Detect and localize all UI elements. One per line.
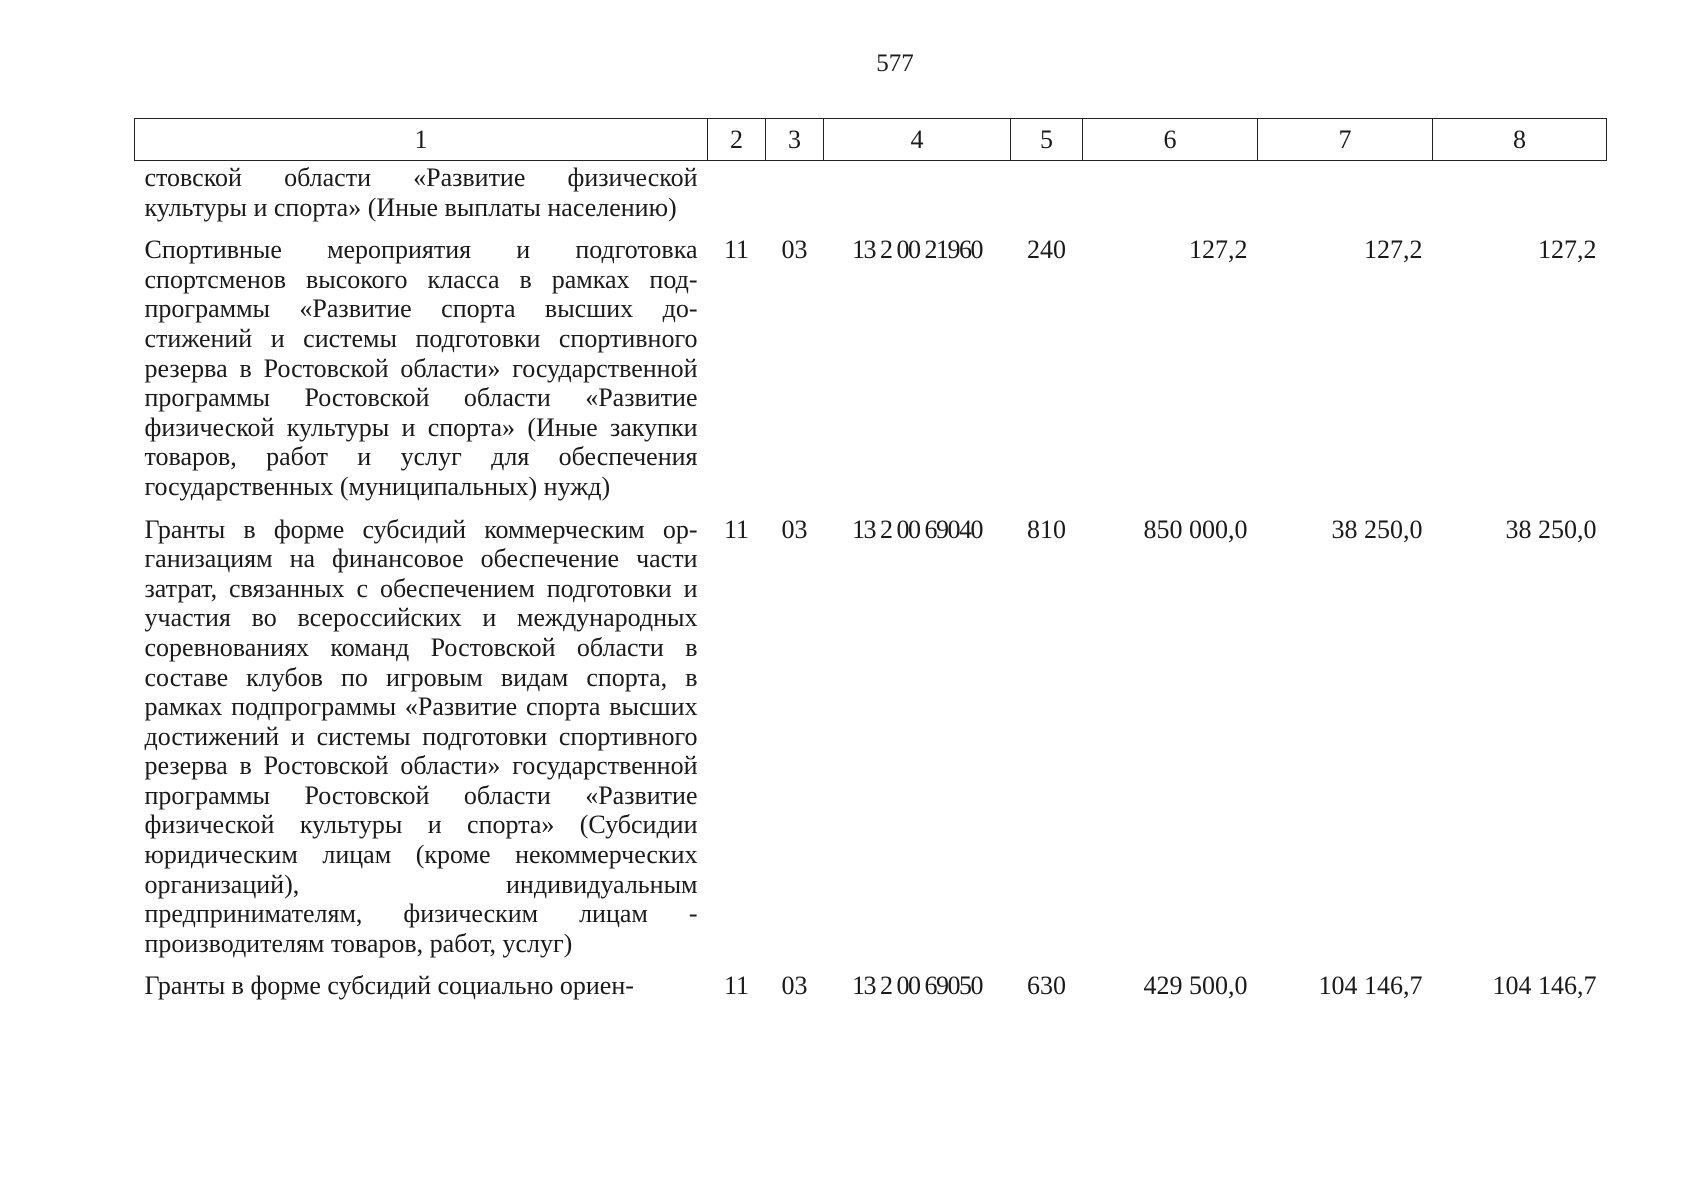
table-row: [135, 222, 1607, 501]
row-description: Спортивные мероприятия и подготовка спортсменов высокого класса в рамках подпрограммы «Развитие спорта высших достижений и системы подготовки спортивного резерва в Ростовской области» государственной программы Ростовской области «Развитие физической культуры и спорта» (Иные закупки товаров, работ и услуг для обеспечения государственных (муниципальных) нужд): [144, 235, 698, 501]
row-target-article: 13 2 00 69050: [852, 971, 982, 1001]
table-header: [135, 119, 1607, 161]
row-target-article: 13 2 00 69040: [852, 514, 982, 544]
row-amount-1: 429 500,0: [1143, 971, 1248, 1001]
column-header-4: 4: [824, 119, 1011, 161]
row-expense-type: 240: [1027, 235, 1066, 265]
column-header-2: 2: [708, 119, 766, 161]
row-amount-3: 38 250,0: [1505, 514, 1597, 544]
row-amount-1: 850 000,0: [1143, 514, 1248, 544]
table-row: [135, 161, 1607, 223]
row-amount-2: 127,2: [1364, 235, 1423, 265]
row-section: 11: [723, 971, 750, 1001]
row-section: 11: [723, 235, 750, 265]
column-header-6: 6: [1083, 119, 1258, 161]
row-description: Гранты в форме субсидий коммерческим организациям на финансовое обеспечение части затрат, связанных с обеспечением подготовки и участия во всероссийских и международных соревнованиях команд Ростовской области в составе клубов по игровым видам спорта, в рамках подпрограммы «Развитие спорта высших достижений и системы подготовки спортивного резерва в Ростовской области» государственной программы Ростовской области «Развитие физической культуры и спорта» (Субсидии юридическим лицам (кроме некоммерческих организаций), индивидуальным предпринимателям, физическим лицам - производителям товаров, работ, услуг): [144, 514, 698, 958]
column-header-1: 1: [135, 119, 708, 161]
column-header-7: 7: [1258, 119, 1433, 161]
row-subsection: 03: [781, 514, 808, 544]
table-row: [135, 958, 1607, 1001]
row-target-article: 13 2 00 21960: [852, 235, 982, 265]
row-section: 11: [723, 514, 750, 544]
row-expense-type: 630: [1027, 971, 1066, 1001]
row-expense-type: [1011, 161, 1083, 223]
row-expense-type: 810: [1027, 514, 1066, 544]
row-subsection: 03: [781, 971, 808, 1001]
row-amount-3: 127,2: [1538, 235, 1597, 265]
row-amount-3: [1433, 161, 1607, 223]
row-amount-1: [1083, 161, 1258, 223]
row-amount-3: 104 146,7: [1492, 971, 1597, 1001]
table-row: [135, 502, 1607, 959]
row-subsection: [766, 161, 824, 223]
column-header-8: 8: [1433, 119, 1607, 161]
row-amount-1: 127,2: [1189, 235, 1248, 265]
row-description: Гранты в форме субсидий социально ориен-: [144, 971, 634, 1001]
row-amount-2: 38 250,0: [1331, 514, 1423, 544]
row-amount-2: [1258, 161, 1433, 223]
column-header-5: 5: [1011, 119, 1083, 161]
budget-table: [134, 118, 1607, 1001]
column-header-3: 3: [766, 119, 824, 161]
row-section: [708, 161, 766, 223]
row-description: стовской области «Развитие физической культуры и спорта» (Иные выплаты населению): [144, 163, 698, 222]
row-subsection: 03: [781, 235, 808, 265]
row-target-article: [824, 161, 1011, 223]
page-number: 577: [876, 50, 914, 77]
row-amount-2: 104 146,7: [1318, 971, 1423, 1001]
